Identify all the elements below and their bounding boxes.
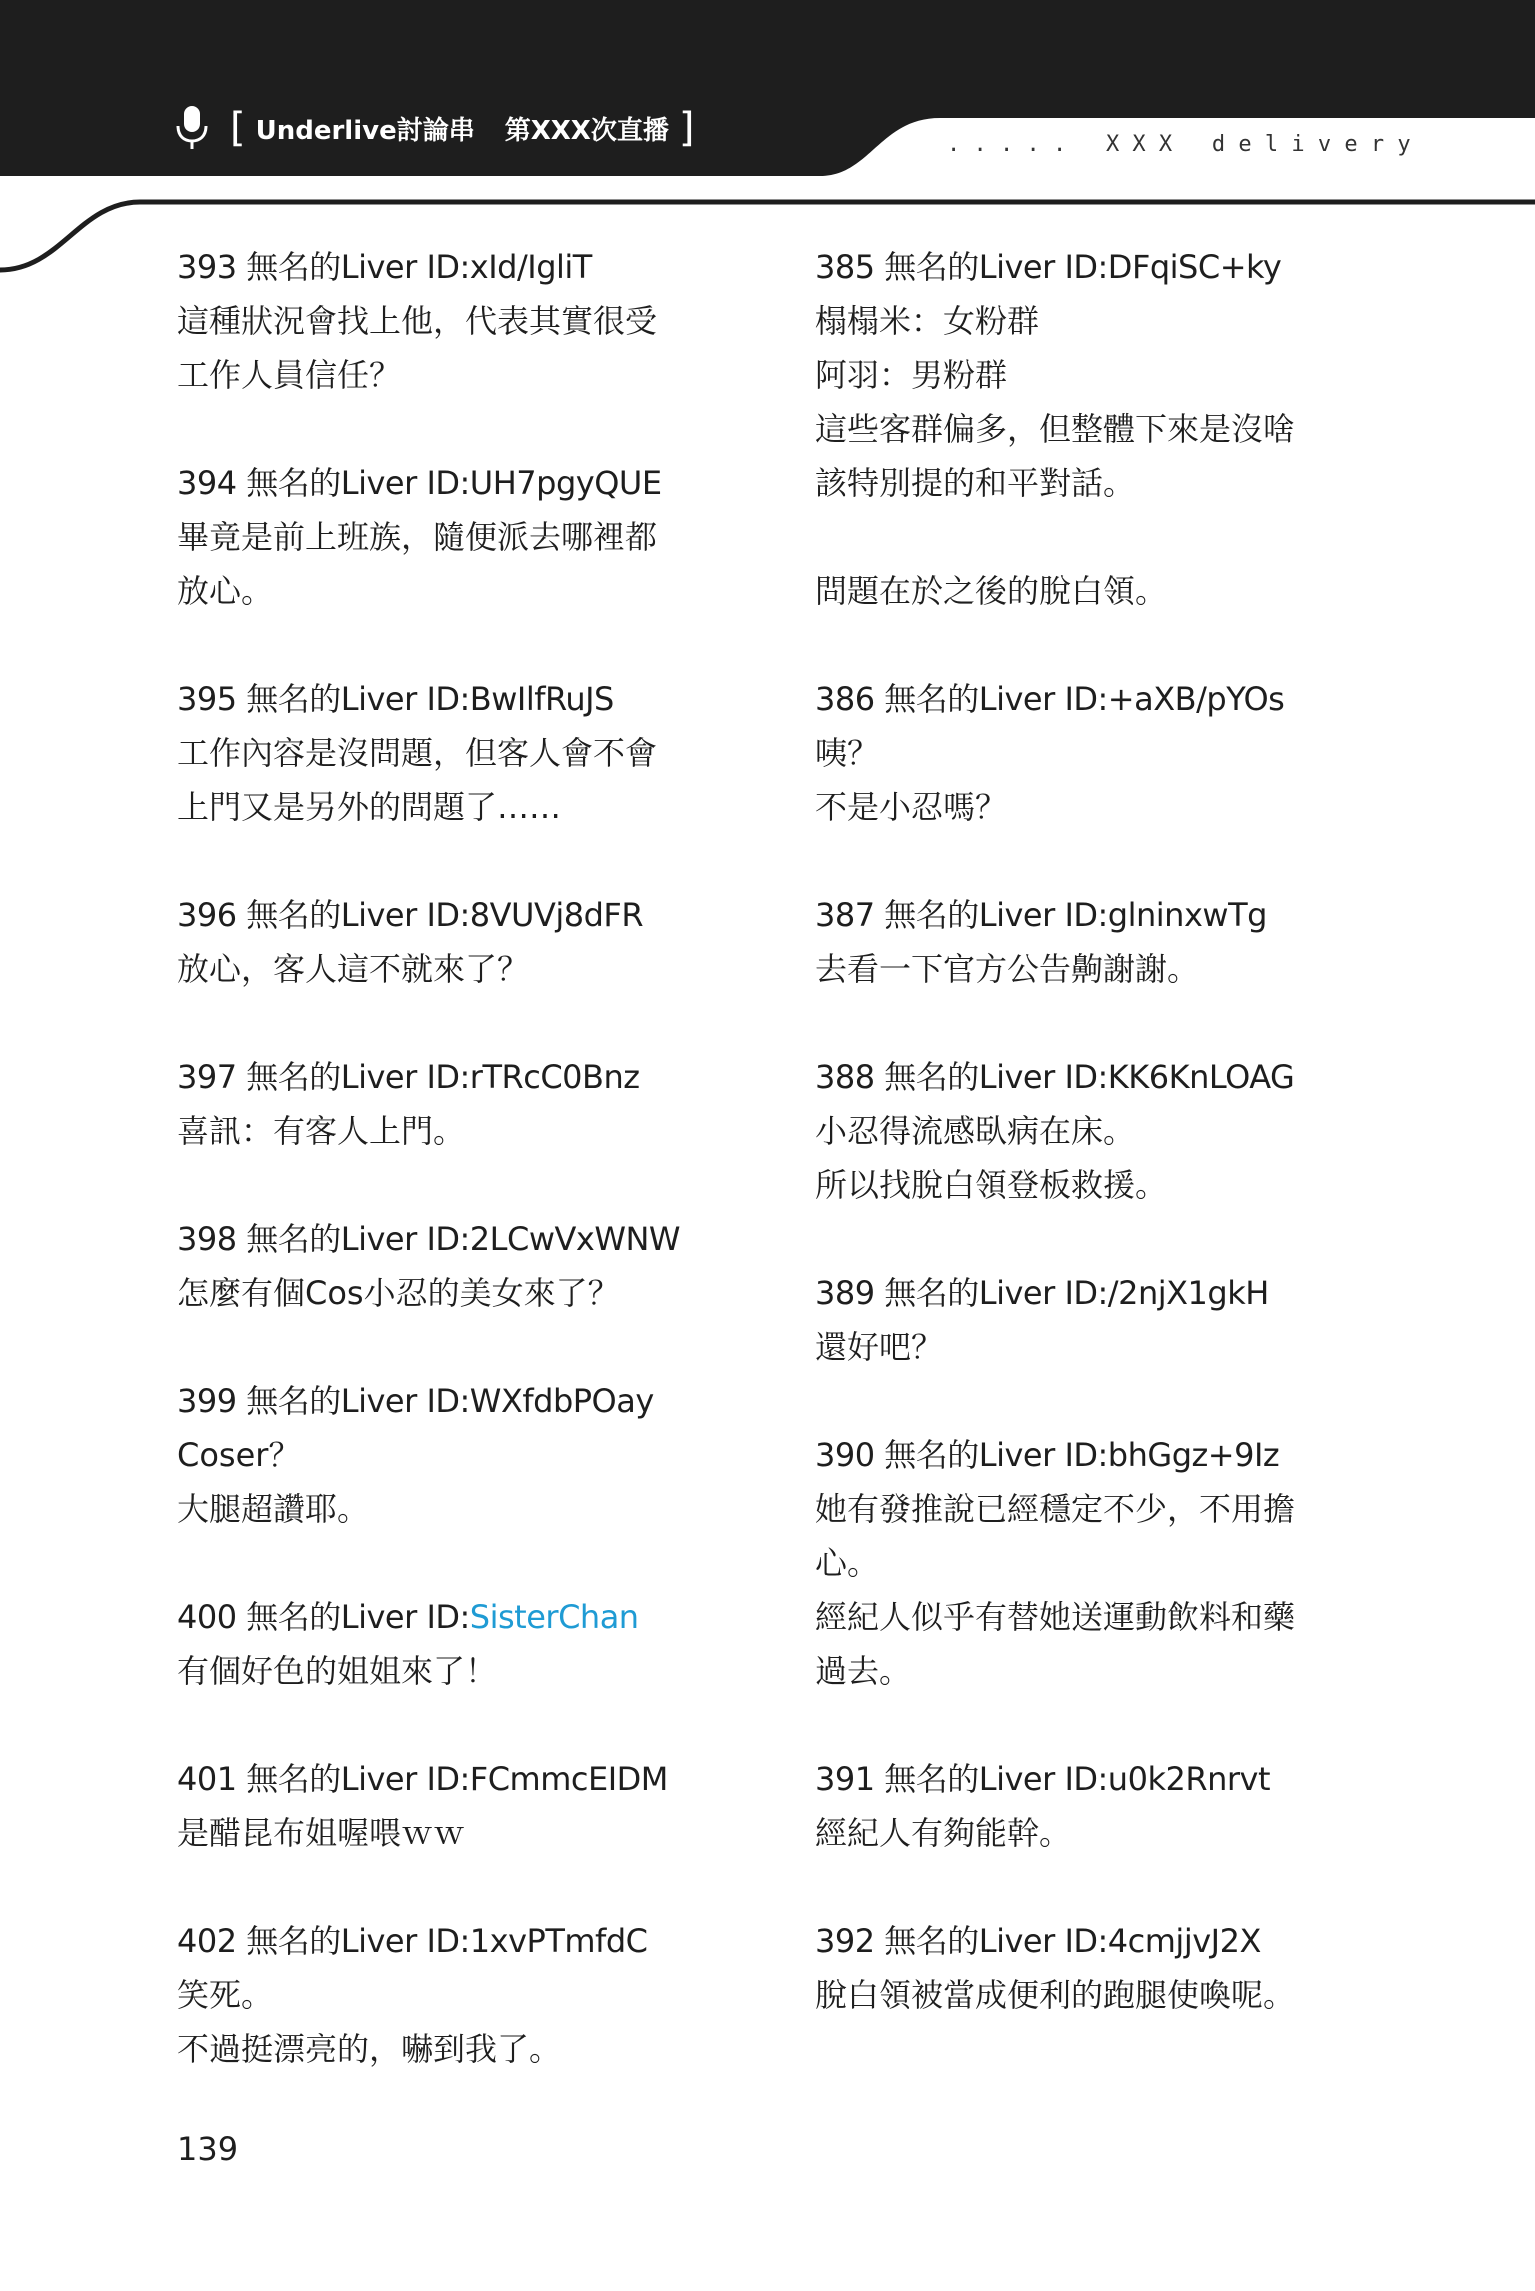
post-text-line: 放心，客人這不就來了？ (177, 950, 530, 988)
post-text-line: 咦？ (815, 734, 880, 772)
post-text-line: 喜訊：有客人上門。 (177, 1112, 466, 1150)
poster-name: 無名的Liver (246, 1922, 417, 1960)
right-column (815, 240, 1375, 2076)
post-header (177, 1914, 737, 1968)
post-header (177, 456, 737, 510)
forum-post (177, 1752, 737, 1860)
post-number: 385 (815, 248, 875, 286)
post-text-line: 工作人員信任？ (177, 356, 402, 394)
episode-title: 第XXX次直播 (504, 115, 669, 146)
forum-post (177, 672, 737, 834)
post-header (177, 888, 737, 942)
poster-name: 無名的Liver (884, 1058, 1055, 1096)
poster-id: ID:FCmmcEIDM (426, 1760, 668, 1798)
poster-name: 無名的Liver (246, 1382, 417, 1420)
post-header (177, 1050, 737, 1104)
forum-post (177, 888, 737, 996)
post-number: 399 (177, 1382, 237, 1420)
header-subtitle: . . . . . X X X d e l i v e r y (947, 132, 1411, 157)
forum-post (815, 1050, 1375, 1212)
poster-name: 無名的Liver (246, 680, 417, 718)
poster-id: ID:BwIlfRuJS (426, 680, 614, 718)
post-header (815, 888, 1375, 942)
post-header (815, 1266, 1375, 1320)
poster-id: ID:KK6KnLOAG (1064, 1058, 1295, 1096)
poster-name: 無名的Liver (884, 1922, 1055, 1960)
post-header (177, 1752, 737, 1806)
post-header (177, 240, 737, 294)
post-number: 397 (177, 1058, 237, 1096)
poster-id: ID:DFqiSC+ky (1064, 248, 1282, 286)
poster-name: 無名的Liver (246, 1220, 417, 1258)
post-text-line: 榻榻米：女粉群 (815, 302, 1040, 340)
post-number: 386 (815, 680, 875, 718)
post-text-line: 小忍得流感臥病在床。 (815, 1112, 1136, 1150)
forum-post (177, 1050, 737, 1158)
post-text-line: 是醋昆布姐喔喂ｗｗ (177, 1814, 466, 1852)
poster-name: 無名的Liver (246, 1760, 417, 1798)
post-text-line: 上門又是另外的問題了…… (177, 788, 562, 826)
poster-name: 無名的Liver (884, 248, 1055, 286)
poster-id: ID:WXfdbPOay (426, 1382, 654, 1420)
open-bracket: [ (230, 105, 246, 151)
poster-name: 無名的Liver (246, 1058, 417, 1096)
poster-name: 無名的Liver (246, 248, 417, 286)
post-header (815, 672, 1375, 726)
post-text-line: 該特別提的和平對話。 (815, 464, 1136, 502)
forum-post (177, 1374, 737, 1536)
forum-post (815, 888, 1375, 996)
post-text-line: 她有發推說已經穩定不少，不用擔 (815, 1490, 1296, 1528)
forum-post (815, 1428, 1375, 1698)
post-header (177, 672, 737, 726)
post-text-line: 大腿超讚耶。 (177, 1490, 370, 1528)
post-header (815, 1050, 1375, 1104)
post-header (815, 1752, 1375, 1806)
post-text-line: 不是小忍嗎？ (815, 788, 1008, 826)
poster-name: 無名的Liver (884, 1436, 1055, 1474)
forum-post (177, 240, 737, 402)
forum-post (177, 1590, 737, 1698)
page-number: 139 (177, 2130, 239, 2168)
post-header (177, 1374, 737, 1428)
poster-id: ID:bhGgz+9Iz (1064, 1436, 1280, 1474)
poster-id: ID:1xvPTmfdC (426, 1922, 648, 1960)
post-text-line: 笑死。 (177, 1976, 274, 2014)
post-header (815, 1428, 1375, 1482)
poster-id: ID:glninxwTg (1064, 896, 1267, 934)
poster-name: 無名的Liver (246, 464, 417, 502)
poster-id: ID:8VUVj8dFR (426, 896, 644, 934)
post-number: 387 (815, 896, 875, 934)
poster-id: ID:2LCwVxWNW (426, 1220, 681, 1258)
post-number: 402 (177, 1922, 237, 1960)
poster-id: ID:u0k2Rnrvt (1064, 1760, 1270, 1798)
post-text-line: Coser？ (177, 1436, 301, 1474)
poster-name: 無名的Liver (884, 1274, 1055, 1312)
post-number: 389 (815, 1274, 875, 1312)
close-bracket: ] (678, 105, 695, 151)
post-text-line: 還好吧？ (815, 1328, 944, 1366)
series-title: Underlive討論串 (255, 115, 475, 146)
poster-name: 無名的Liver (884, 896, 1055, 934)
microphone-icon (172, 104, 212, 152)
post-text-line: 去看一下官方公告齁謝謝。 (815, 950, 1200, 988)
forum-post (177, 1212, 737, 1320)
forum-post (815, 672, 1375, 834)
post-text-line: 這些客群偏多，但整體下來是沒啥 (815, 410, 1296, 448)
left-column (177, 240, 737, 2130)
post-number: 400 (177, 1598, 237, 1636)
forum-post (815, 1266, 1375, 1374)
post-number: 393 (177, 248, 237, 286)
post-text-line: 阿羽：男粉群 (815, 356, 1008, 394)
post-number: 392 (815, 1922, 875, 1960)
post-text-line: 脫白領被當成便利的跑腿使喚呢。 (815, 1976, 1296, 2014)
post-text-line: 有個好色的姐姐來了！ (177, 1652, 498, 1690)
poster-name: 無名的Liver (246, 1598, 417, 1636)
forum-post (177, 1914, 737, 2076)
post-text-line: 不過挺漂亮的，嚇到我了。 (177, 2030, 562, 2068)
header-title (172, 100, 704, 156)
post-text-line: 問題在於之後的脫白領。 (815, 572, 1168, 610)
forum-post (815, 1752, 1375, 1860)
post-header (177, 1590, 737, 1644)
post-text-line: 工作內容是沒問題，但客人會不會 (177, 734, 658, 772)
post-text-line: 所以找脫白領登板救援。 (815, 1166, 1168, 1204)
post-header (177, 1212, 737, 1266)
post-text-line: 心。 (815, 1544, 880, 1582)
post-header (815, 1914, 1375, 1968)
forum-post (177, 456, 737, 618)
poster-id-link[interactable]: SisterChan (469, 1598, 639, 1636)
poster-id: ID:4cmjjvJ2X (1064, 1922, 1261, 1960)
post-text-line: 過去。 (815, 1652, 912, 1690)
post-text-line: 這種狀況會找上他，代表其實很受 (177, 302, 658, 340)
poster-name: 無名的Liver (884, 1760, 1055, 1798)
post-number: 388 (815, 1058, 875, 1096)
poster-id: ID:+aXB/pYOs (1064, 680, 1285, 718)
poster-id-prefix: ID: (426, 1598, 470, 1636)
poster-id: ID:/2njX1gkH (1064, 1274, 1269, 1312)
post-number: 391 (815, 1760, 875, 1798)
post-text-line: 怎麼有個Cos小忍的美女來了？ (177, 1274, 620, 1312)
poster-id: ID:xId/IgliT (426, 248, 592, 286)
post-number: 390 (815, 1436, 875, 1474)
post-text-line: 經紀人似乎有替她送運動飲料和藥 (815, 1598, 1296, 1636)
forum-post (815, 1914, 1375, 2022)
poster-id: ID:UH7pgyQUE (426, 464, 662, 502)
post-header (815, 240, 1375, 294)
post-number: 401 (177, 1760, 237, 1798)
post-number: 395 (177, 680, 237, 718)
post-number: 396 (177, 896, 237, 934)
post-text-line: 畢竟是前上班族，隨便派去哪裡都 (177, 518, 658, 556)
poster-name: 無名的Liver (884, 680, 1055, 718)
poster-id: ID:rTRcC0Bnz (426, 1058, 640, 1096)
post-text-line: 放心。 (177, 572, 274, 610)
post-number: 394 (177, 464, 237, 502)
post-text-line: 經紀人有夠能幹。 (815, 1814, 1072, 1852)
post-number: 398 (177, 1220, 237, 1258)
blank-line (815, 510, 1375, 564)
forum-post (815, 240, 1375, 618)
poster-name: 無名的Liver (246, 896, 417, 934)
